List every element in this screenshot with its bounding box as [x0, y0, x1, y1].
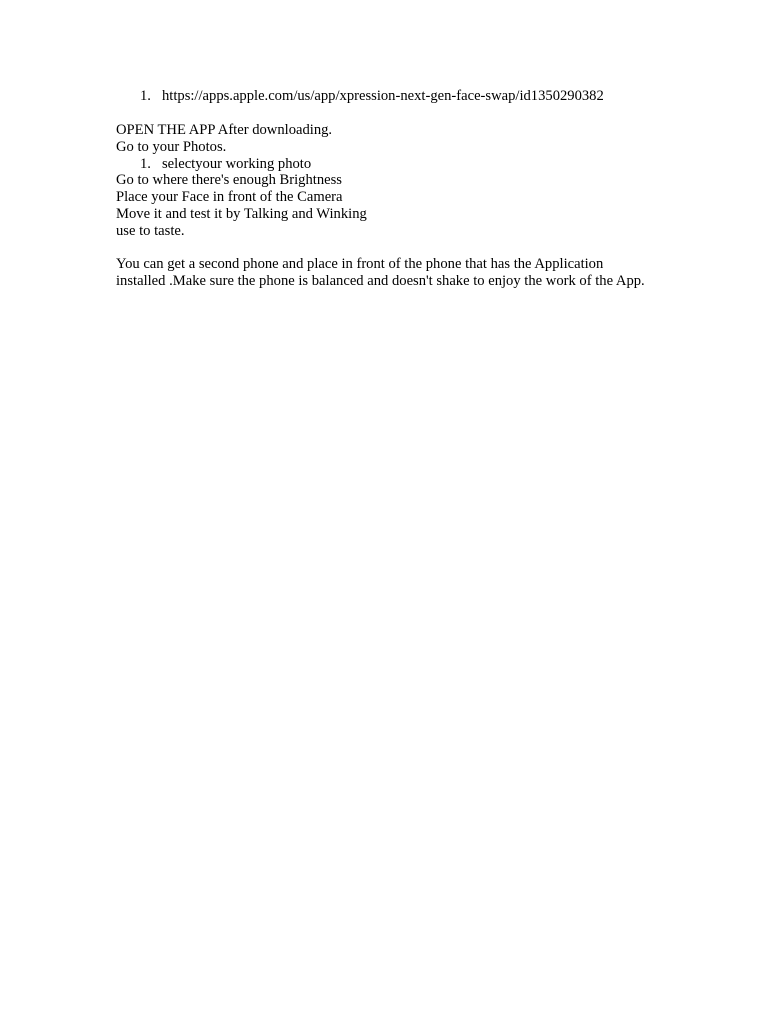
instructions-block — [116, 122, 656, 240]
list-item — [116, 156, 656, 173]
instruction-use: use to taste. — [116, 222, 185, 239]
instruction-face-camera: Place your Face in front of the Camera — [116, 189, 343, 206]
list-number: 1. — [140, 155, 151, 172]
app-store-url: https://apps.apple.com/us/app/xpression-next-gen-face-swap/id1350290382 — [162, 88, 604, 104]
instruction-select-photo: selectyour working photo — [162, 155, 312, 172]
instruction-open-app: OPEN THE APP After downloading. — [116, 122, 333, 138]
instruction-brightness: Go to where there's enough Brightness — [116, 172, 342, 189]
url-list — [116, 88, 656, 105]
instruction-go-to-photos: Go to your Photos. — [116, 138, 227, 155]
list-number: 1. — [140, 88, 151, 104]
tip-paragraph: You can get a second phone and place in front of the phone that has the Application installed .Make sure the phone is balanced and doesn't shake to enjoy the work of the App. — [116, 256, 645, 289]
list-item — [116, 88, 656, 105]
instruction-test: Move it and test it by Talking and Winking — [116, 205, 367, 222]
